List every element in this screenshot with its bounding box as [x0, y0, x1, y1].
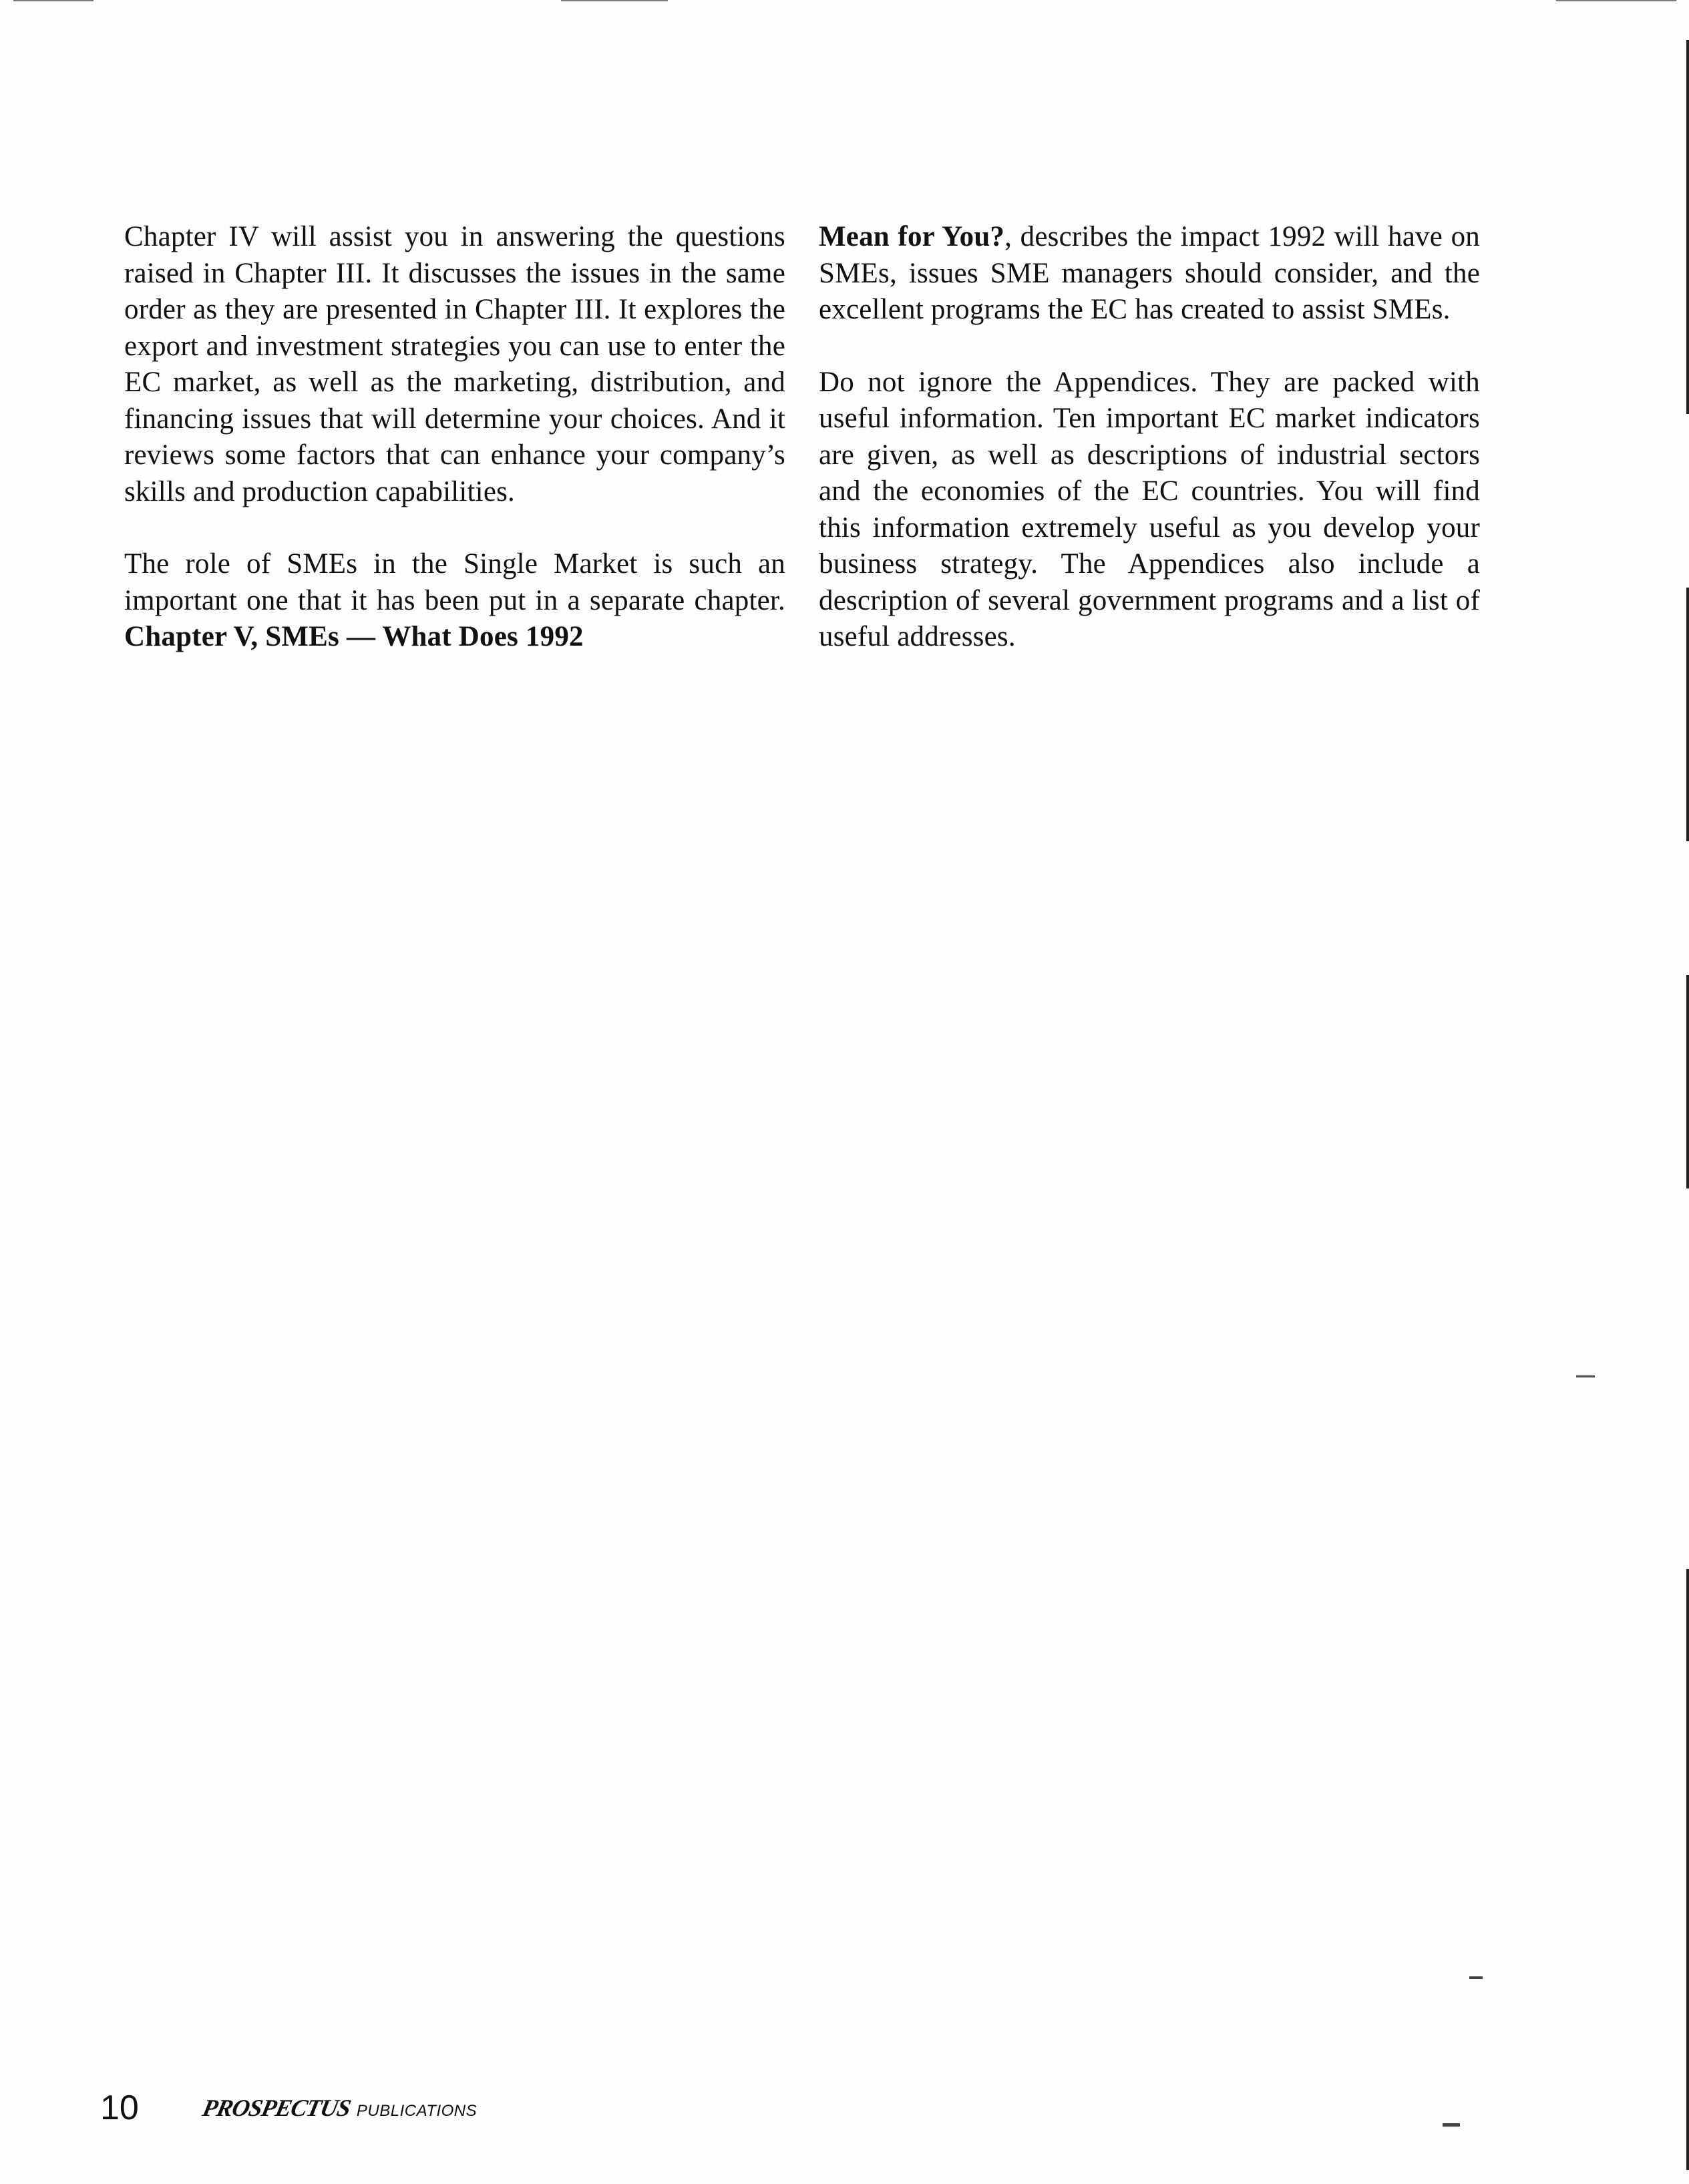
publisher-sub: PUBLICATIONS [356, 2102, 478, 2120]
page-edge-shadow [1686, 40, 1689, 414]
page-edge-shadow [1686, 975, 1689, 1188]
paragraph-chapter-v-continued [819, 219, 1480, 329]
page-edge-shadow [1686, 588, 1689, 841]
paragraph-appendices: Do not ignore the Appendices. They are packed with useful information. Ten important EC market indicators are given, as well as descriptions of industrial sectors and the economies of the EC countries. You will find this information extremely useful as you develop your business strategy. The Appendices also include a description of several government programs and a list of useful addresses. [819, 366, 1480, 652]
scan-speck [1469, 1976, 1483, 1979]
publisher-brand: PROSPECTUS [200, 2095, 353, 2121]
scan-speck [1576, 1375, 1595, 1377]
chapter-v-title-start: Chapter V, SMEs — What Does 1992 [124, 621, 584, 652]
scan-artifact-line [1556, 0, 1676, 1]
paragraph-chapter-iv: Chapter IV will assist you in answering the questions raised in Chapter III. It discusses the issues in the same order as they are presented in Chapter III. It explores the export and investment strategies you can use to enter the EC market, as well as the marketing, distribution, and financing issues that will determine your choices. And it reviews some factors that can enhance your company’s skills and production capabilities. [124, 221, 785, 507]
chapter-v-title-end: Mean for You? [819, 221, 1005, 252]
paragraph-chapter-v-text: , describes the impact 1992 will have on SMEs, issues SME managers should consider, and the excellent programs the EC has created to assist SMEs. [819, 221, 1480, 325]
page-footer [100, 2085, 477, 2131]
scan-artifact-line [13, 0, 93, 1]
publisher-logo [200, 2094, 478, 2122]
scan-artifact-line [561, 0, 668, 1]
page-edge-shadow [1686, 1569, 1689, 2170]
page-number: 10 [100, 2089, 139, 2127]
left-text-column [124, 219, 785, 692]
right-text-column [819, 219, 1480, 692]
scan-speck [1443, 2123, 1460, 2127]
paragraph-smes-role [124, 546, 785, 656]
paragraph-smes-role-text: The role of SMEs in the Single Market is such an important one that it has been put in a separate chapter. [124, 548, 785, 616]
